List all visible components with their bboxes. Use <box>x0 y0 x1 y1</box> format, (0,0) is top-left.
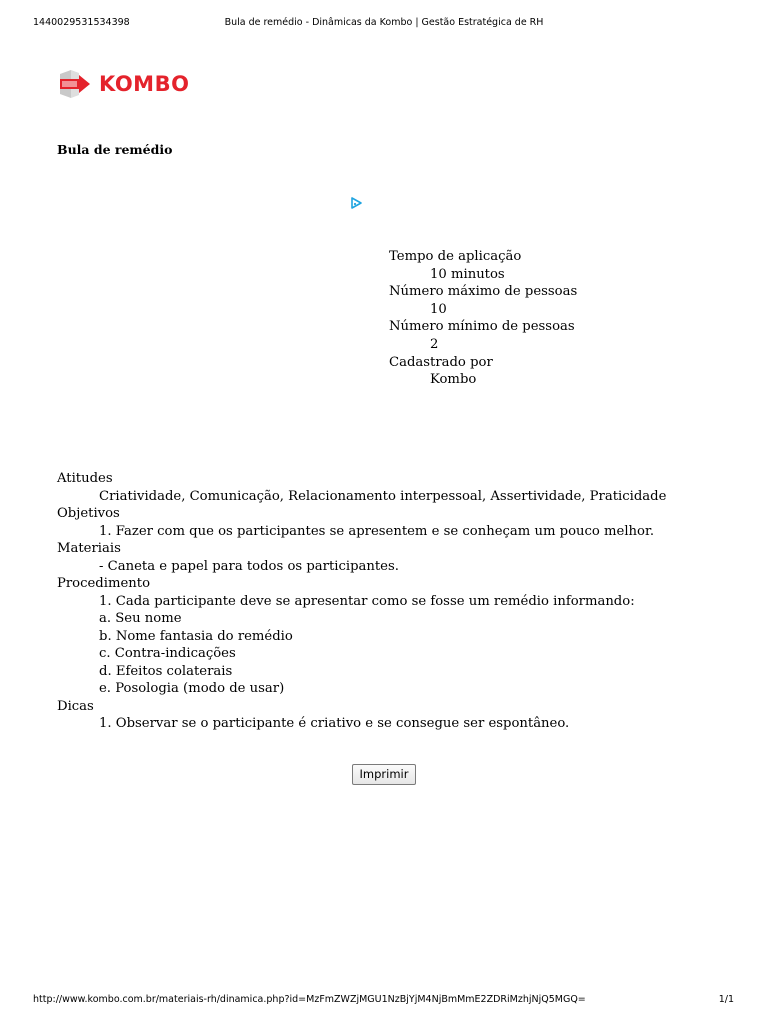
section-item: e. Posologia (modo de usar) <box>99 681 285 696</box>
section-item: a. Seu nome <box>99 611 182 626</box>
info-label-tempo: Tempo de aplicação <box>389 249 522 264</box>
info-block <box>389 248 577 389</box>
section-label-procedimento: Procedimento <box>57 576 151 591</box>
section-label-dicas: Dicas <box>57 698 94 714</box>
print-button[interactable]: Imprimir <box>352 764 416 785</box>
section-item: Criatividade, Comunicação, Relacionamento interpessoal, Assertividade, Praticidade <box>99 488 667 504</box>
print-document-title: Bula de remédio - Dinâmicas da Kombo | Gestão Estratégica de RH <box>224 17 544 28</box>
print-timestamp: 1440029531534398 <box>33 17 130 28</box>
kombo-logo[interactable] <box>57 67 189 101</box>
section-item: b. Nome fantasia do remédio <box>99 628 293 644</box>
section-item: 1. Observar se o participante é criativo e se consegue ser espontâneo. <box>99 716 570 731</box>
section-item: 1. Cada participante deve se apresentar como se fosse um remédio informando: <box>99 593 635 609</box>
section-label-atitudes: Atitudes <box>57 471 113 486</box>
adchoices-icon[interactable] <box>349 195 363 209</box>
section-label-materiais: Materiais <box>57 541 121 556</box>
section-item: d. Efeitos colaterais <box>99 663 233 679</box>
info-value-tempo: 10 minutos <box>430 266 505 282</box>
info-value-min-pessoas: 2 <box>430 336 439 352</box>
section-item: - Caneta e papel para todos os participantes. <box>99 558 399 574</box>
print-header <box>0 17 768 33</box>
section-item: 1. Fazer com que os participantes se apresentem e se conheçam um pouco melhor. <box>99 523 655 539</box>
section-label-objetivos: Objetivos <box>57 506 120 521</box>
kombo-logo-text: KOMBO <box>99 72 190 96</box>
section-item: c. Contra-indicações <box>99 646 236 661</box>
kombo-logo-mark-icon <box>57 68 93 100</box>
print-page-count: 1/1 <box>718 994 734 1005</box>
details <box>57 470 737 733</box>
info-label-max-pessoas: Número máximo de pessoas <box>389 284 578 300</box>
info-label-cadastrado: Cadastrado por <box>389 354 493 370</box>
info-value-max-pessoas: 10 <box>430 301 447 317</box>
page-title: Bula de remédio <box>57 142 173 157</box>
info-label-min-pessoas: Número mínimo de pessoas <box>389 319 575 335</box>
info-value-cadastrado: Kombo <box>430 372 477 388</box>
print-footer-url: http://www.kombo.com.br/materiais-rh/dinamica.php?id=MzFmZWZjMGU1NzBjYjM4NjBmMmE2ZDRiMzhjNjQ5MGQ= <box>33 994 586 1005</box>
